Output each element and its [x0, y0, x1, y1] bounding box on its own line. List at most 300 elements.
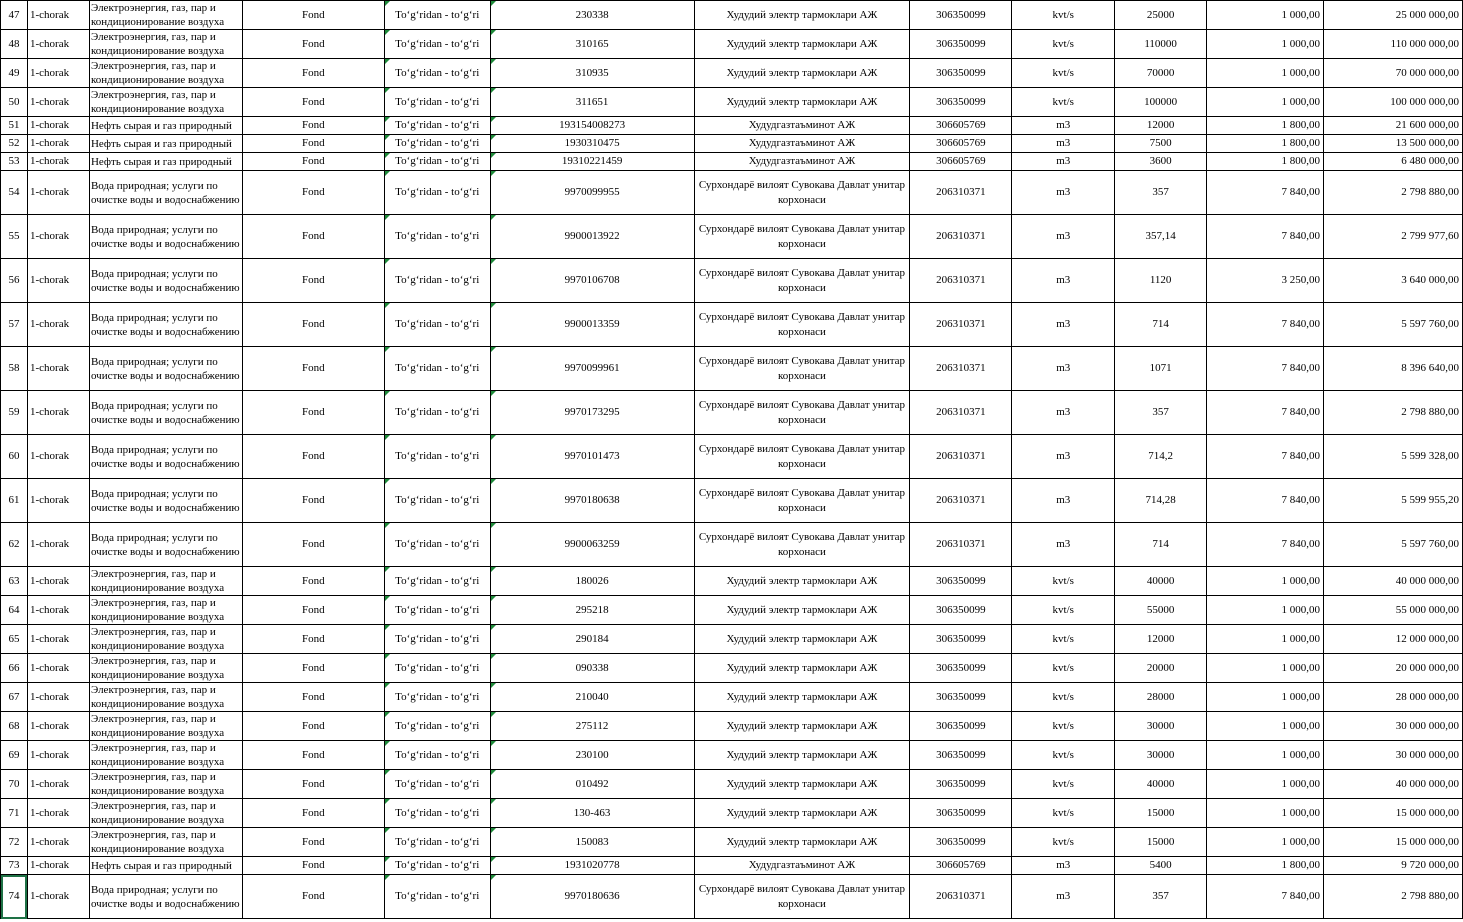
quarter-cell[interactable]: 1-chorak — [27, 828, 89, 857]
total-sum-cell[interactable]: 5 597 760,00 — [1324, 523, 1463, 567]
procurement-method-cell[interactable]: To‘g‘ridan - to‘g‘ri — [384, 347, 490, 391]
funding-source-cell[interactable]: Fond — [242, 625, 384, 654]
quarter-cell[interactable]: 1-chorak — [27, 857, 89, 875]
unit-price-cell[interactable]: 1 000,00 — [1207, 567, 1324, 596]
unit-price-cell[interactable]: 1 000,00 — [1207, 799, 1324, 828]
funding-source-cell[interactable]: Fond — [242, 857, 384, 875]
funding-source-cell[interactable]: Fond — [242, 683, 384, 712]
row-number-cell[interactable]: 59 — [1, 391, 28, 435]
supplier-inn-cell[interactable]: 306605769 — [910, 135, 1012, 153]
supplier-cell[interactable]: Худудий электр тармоклари АЖ — [694, 741, 910, 770]
product-name-cell[interactable]: Электроэнергия, газ, пар и кондиционирование воздуха — [89, 828, 242, 857]
funding-source-cell[interactable]: Fond — [242, 215, 384, 259]
procurement-method-cell[interactable]: To‘g‘ridan - to‘g‘ri — [384, 391, 490, 435]
contract-number-cell[interactable]: 180026 — [490, 567, 694, 596]
total-sum-cell[interactable]: 6 480 000,00 — [1324, 153, 1463, 171]
supplier-inn-cell[interactable]: 206310371 — [910, 347, 1012, 391]
contract-number-cell[interactable]: 311651 — [490, 88, 694, 117]
supplier-cell[interactable]: Худудий электр тармоклари АЖ — [694, 654, 910, 683]
quantity-cell[interactable]: 25000 — [1115, 1, 1207, 30]
total-sum-cell[interactable]: 9 720 000,00 — [1324, 857, 1463, 875]
contract-number-cell[interactable]: 9970101473 — [490, 435, 694, 479]
contract-number-cell[interactable]: 9970099955 — [490, 171, 694, 215]
funding-source-cell[interactable]: Fond — [242, 712, 384, 741]
total-sum-cell[interactable]: 30 000 000,00 — [1324, 712, 1463, 741]
quarter-cell[interactable]: 1-chorak — [27, 59, 89, 88]
quarter-cell[interactable]: 1-chorak — [27, 523, 89, 567]
row-number-cell[interactable]: 63 — [1, 567, 28, 596]
total-sum-cell[interactable]: 100 000 000,00 — [1324, 88, 1463, 117]
product-name-cell[interactable]: Вода природная; услуги по очистке воды и водоснабжению — [89, 215, 242, 259]
product-name-cell[interactable]: Электроэнергия, газ, пар и кондиционирование воздуха — [89, 567, 242, 596]
contract-number-cell[interactable]: 230100 — [490, 741, 694, 770]
procurement-method-cell[interactable]: To‘g‘ridan - to‘g‘ri — [384, 171, 490, 215]
supplier-inn-cell[interactable]: 206310371 — [910, 171, 1012, 215]
procurement-method-cell[interactable]: To‘g‘ridan - to‘g‘ri — [384, 799, 490, 828]
procurement-method-cell[interactable]: To‘g‘ridan - to‘g‘ri — [384, 30, 490, 59]
contract-number-cell[interactable]: 9900063259 — [490, 523, 694, 567]
supplier-cell[interactable]: Худудий электр тармоклари АЖ — [694, 799, 910, 828]
contract-number-cell[interactable]: 19310221459 — [490, 153, 694, 171]
row-number-cell[interactable]: 60 — [1, 435, 28, 479]
quantity-cell[interactable]: 3600 — [1115, 153, 1207, 171]
unit-cell[interactable]: kvt/s — [1012, 799, 1115, 828]
product-name-cell[interactable]: Нефть сырая и газ природный — [89, 153, 242, 171]
row-number-cell[interactable]: 57 — [1, 303, 28, 347]
unit-price-cell[interactable]: 1 000,00 — [1207, 1, 1324, 30]
row-number-cell[interactable]: 69 — [1, 741, 28, 770]
funding-source-cell[interactable]: Fond — [242, 259, 384, 303]
product-name-cell[interactable]: Электроэнергия, газ, пар и кондиционирование воздуха — [89, 712, 242, 741]
unit-cell[interactable]: kvt/s — [1012, 828, 1115, 857]
quantity-cell[interactable]: 714 — [1115, 303, 1207, 347]
quantity-cell[interactable]: 1120 — [1115, 259, 1207, 303]
quarter-cell[interactable]: 1-chorak — [27, 1, 89, 30]
supplier-inn-cell[interactable]: 306350099 — [910, 683, 1012, 712]
total-sum-cell[interactable]: 2 799 977,60 — [1324, 215, 1463, 259]
total-sum-cell[interactable]: 20 000 000,00 — [1324, 654, 1463, 683]
unit-cell[interactable]: m3 — [1012, 479, 1115, 523]
row-number-cell[interactable]: 51 — [1, 117, 28, 135]
unit-cell[interactable]: m3 — [1012, 303, 1115, 347]
supplier-inn-cell[interactable]: 306350099 — [910, 30, 1012, 59]
product-name-cell[interactable]: Вода природная; услуги по очистке воды и водоснабжению — [89, 303, 242, 347]
supplier-inn-cell[interactable]: 306350099 — [910, 596, 1012, 625]
supplier-cell[interactable]: Сурхондарё вилоят Сувокава Давлат унитар корхонаси — [694, 215, 910, 259]
unit-cell[interactable]: m3 — [1012, 435, 1115, 479]
quantity-cell[interactable]: 1071 — [1115, 347, 1207, 391]
row-number-cell[interactable]: 68 — [1, 712, 28, 741]
unit-cell[interactable]: kvt/s — [1012, 567, 1115, 596]
supplier-inn-cell[interactable]: 306350099 — [910, 712, 1012, 741]
product-name-cell[interactable]: Электроэнергия, газ, пар и кондиционирование воздуха — [89, 625, 242, 654]
product-name-cell[interactable]: Электроэнергия, газ, пар и кондиционирование воздуха — [89, 770, 242, 799]
quarter-cell[interactable]: 1-chorak — [27, 259, 89, 303]
procurement-method-cell[interactable]: To‘g‘ridan - to‘g‘ri — [384, 215, 490, 259]
product-name-cell[interactable]: Вода природная; услуги по очистке воды и водоснабжению — [89, 259, 242, 303]
quantity-cell[interactable]: 40000 — [1115, 567, 1207, 596]
supplier-cell[interactable]: Сурхондарё вилоят Сувокава Давлат унитар корхонаси — [694, 347, 910, 391]
funding-source-cell[interactable]: Fond — [242, 1, 384, 30]
contract-number-cell[interactable]: 9970180638 — [490, 479, 694, 523]
unit-price-cell[interactable]: 1 000,00 — [1207, 30, 1324, 59]
unit-cell[interactable]: m3 — [1012, 215, 1115, 259]
product-name-cell[interactable]: Вода природная; услуги по очистке воды и водоснабжению — [89, 875, 242, 919]
row-number-cell[interactable]: 53 — [1, 153, 28, 171]
supplier-cell[interactable]: Сурхондарё вилоят Сувокава Давлат унитар корхонаси — [694, 171, 910, 215]
quarter-cell[interactable]: 1-chorak — [27, 479, 89, 523]
row-number-cell[interactable]: 52 — [1, 135, 28, 153]
contract-number-cell[interactable]: 9970180636 — [490, 875, 694, 919]
supplier-inn-cell[interactable]: 206310371 — [910, 391, 1012, 435]
supplier-cell[interactable]: Худудий электр тармоклари АЖ — [694, 712, 910, 741]
supplier-inn-cell[interactable]: 306605769 — [910, 117, 1012, 135]
procurement-method-cell[interactable]: To‘g‘ridan - to‘g‘ri — [384, 567, 490, 596]
quarter-cell[interactable]: 1-chorak — [27, 875, 89, 919]
total-sum-cell[interactable]: 15 000 000,00 — [1324, 799, 1463, 828]
row-number-cell[interactable]: 67 — [1, 683, 28, 712]
total-sum-cell[interactable]: 30 000 000,00 — [1324, 741, 1463, 770]
unit-price-cell[interactable]: 1 000,00 — [1207, 625, 1324, 654]
quantity-cell[interactable]: 70000 — [1115, 59, 1207, 88]
contract-number-cell[interactable]: 090338 — [490, 654, 694, 683]
quantity-cell[interactable]: 15000 — [1115, 828, 1207, 857]
supplier-cell[interactable]: Худудгазтаъминот АЖ — [694, 857, 910, 875]
product-name-cell[interactable]: Электроэнергия, газ, пар и кондиционирование воздуха — [89, 654, 242, 683]
quantity-cell[interactable]: 40000 — [1115, 770, 1207, 799]
supplier-inn-cell[interactable]: 206310371 — [910, 215, 1012, 259]
contract-number-cell[interactable]: 275112 — [490, 712, 694, 741]
total-sum-cell[interactable]: 3 640 000,00 — [1324, 259, 1463, 303]
unit-cell[interactable]: m3 — [1012, 875, 1115, 919]
quarter-cell[interactable]: 1-chorak — [27, 567, 89, 596]
supplier-inn-cell[interactable]: 306350099 — [910, 625, 1012, 654]
row-number-cell[interactable]: 71 — [1, 799, 28, 828]
total-sum-cell[interactable]: 25 000 000,00 — [1324, 1, 1463, 30]
total-sum-cell[interactable]: 2 798 880,00 — [1324, 391, 1463, 435]
row-number-cell[interactable]: 61 — [1, 479, 28, 523]
procurement-method-cell[interactable]: To‘g‘ridan - to‘g‘ri — [384, 153, 490, 171]
supplier-cell[interactable]: Худудий электр тармоклари АЖ — [694, 1, 910, 30]
supplier-cell[interactable]: Худудий электр тармоклари АЖ — [694, 770, 910, 799]
unit-cell[interactable]: m3 — [1012, 135, 1115, 153]
supplier-cell[interactable]: Сурхондарё вилоят Сувокава Давлат унитар корхонаси — [694, 875, 910, 919]
funding-source-cell[interactable]: Fond — [242, 799, 384, 828]
unit-cell[interactable]: m3 — [1012, 117, 1115, 135]
total-sum-cell[interactable]: 5 599 955,20 — [1324, 479, 1463, 523]
total-sum-cell[interactable]: 5 599 328,00 — [1324, 435, 1463, 479]
supplier-cell[interactable]: Худудий электр тармоклари АЖ — [694, 596, 910, 625]
procurement-method-cell[interactable]: To‘g‘ridan - to‘g‘ri — [384, 596, 490, 625]
total-sum-cell[interactable]: 15 000 000,00 — [1324, 828, 1463, 857]
quantity-cell[interactable]: 7500 — [1115, 135, 1207, 153]
contract-number-cell[interactable]: 310165 — [490, 30, 694, 59]
total-sum-cell[interactable]: 55 000 000,00 — [1324, 596, 1463, 625]
row-number-cell[interactable]: 48 — [1, 30, 28, 59]
unit-cell[interactable]: kvt/s — [1012, 625, 1115, 654]
contract-number-cell[interactable]: 1931020778 — [490, 857, 694, 875]
supplier-cell[interactable]: Худудгазтаъминот АЖ — [694, 117, 910, 135]
quarter-cell[interactable]: 1-chorak — [27, 215, 89, 259]
row-number-cell[interactable]: 65 — [1, 625, 28, 654]
unit-price-cell[interactable]: 7 840,00 — [1207, 875, 1324, 919]
procurement-method-cell[interactable]: To‘g‘ridan - to‘g‘ri — [384, 857, 490, 875]
quarter-cell[interactable]: 1-chorak — [27, 303, 89, 347]
procurement-method-cell[interactable]: To‘g‘ridan - to‘g‘ri — [384, 875, 490, 919]
supplier-inn-cell[interactable]: 206310371 — [910, 875, 1012, 919]
quarter-cell[interactable]: 1-chorak — [27, 135, 89, 153]
unit-price-cell[interactable]: 7 840,00 — [1207, 523, 1324, 567]
procurement-method-cell[interactable]: To‘g‘ridan - to‘g‘ri — [384, 712, 490, 741]
funding-source-cell[interactable]: Fond — [242, 828, 384, 857]
contract-number-cell[interactable]: 9970106708 — [490, 259, 694, 303]
unit-price-cell[interactable]: 7 840,00 — [1207, 479, 1324, 523]
row-number-cell[interactable]: 55 — [1, 215, 28, 259]
total-sum-cell[interactable]: 12 000 000,00 — [1324, 625, 1463, 654]
total-sum-cell[interactable]: 2 798 880,00 — [1324, 875, 1463, 919]
contract-number-cell[interactable]: 210040 — [490, 683, 694, 712]
procurement-method-cell[interactable]: To‘g‘ridan - to‘g‘ri — [384, 435, 490, 479]
contract-number-cell[interactable]: 9900013922 — [490, 215, 694, 259]
total-sum-cell[interactable]: 8 396 640,00 — [1324, 347, 1463, 391]
unit-cell[interactable]: m3 — [1012, 523, 1115, 567]
quarter-cell[interactable]: 1-chorak — [27, 391, 89, 435]
contract-number-cell[interactable]: 290184 — [490, 625, 694, 654]
procurement-method-cell[interactable]: To‘g‘ridan - to‘g‘ri — [384, 1, 490, 30]
funding-source-cell[interactable]: Fond — [242, 59, 384, 88]
product-name-cell[interactable]: Вода природная; услуги по очистке воды и водоснабжению — [89, 347, 242, 391]
funding-source-cell[interactable]: Fond — [242, 523, 384, 567]
supplier-inn-cell[interactable]: 206310371 — [910, 259, 1012, 303]
supplier-inn-cell[interactable]: 306350099 — [910, 1, 1012, 30]
contract-number-cell[interactable]: 010492 — [490, 770, 694, 799]
total-sum-cell[interactable]: 40 000 000,00 — [1324, 567, 1463, 596]
supplier-cell[interactable]: Сурхондарё вилоят Сувокава Давлат унитар корхонаси — [694, 523, 910, 567]
funding-source-cell[interactable]: Fond — [242, 30, 384, 59]
unit-cell[interactable]: m3 — [1012, 391, 1115, 435]
product-name-cell[interactable]: Нефть сырая и газ природный — [89, 857, 242, 875]
supplier-inn-cell[interactable]: 306350099 — [910, 741, 1012, 770]
unit-price-cell[interactable]: 1 000,00 — [1207, 741, 1324, 770]
product-name-cell[interactable]: Электроэнергия, газ, пар и кондиционирование воздуха — [89, 596, 242, 625]
quantity-cell[interactable]: 12000 — [1115, 117, 1207, 135]
supplier-cell[interactable]: Сурхондарё вилоят Сувокава Давлат унитар корхонаси — [694, 435, 910, 479]
unit-cell[interactable]: m3 — [1012, 347, 1115, 391]
quantity-cell[interactable]: 28000 — [1115, 683, 1207, 712]
unit-price-cell[interactable]: 1 800,00 — [1207, 857, 1324, 875]
supplier-inn-cell[interactable]: 306350099 — [910, 567, 1012, 596]
quantity-cell[interactable]: 357 — [1115, 391, 1207, 435]
funding-source-cell[interactable]: Fond — [242, 303, 384, 347]
procurement-method-cell[interactable]: To‘g‘ridan - to‘g‘ri — [384, 135, 490, 153]
funding-source-cell[interactable]: Fond — [242, 171, 384, 215]
quarter-cell[interactable]: 1-chorak — [27, 117, 89, 135]
supplier-inn-cell[interactable]: 306605769 — [910, 153, 1012, 171]
row-number-cell[interactable]: 49 — [1, 59, 28, 88]
procurement-method-cell[interactable]: To‘g‘ridan - to‘g‘ri — [384, 117, 490, 135]
unit-cell[interactable]: kvt/s — [1012, 741, 1115, 770]
product-name-cell[interactable]: Нефть сырая и газ природный — [89, 117, 242, 135]
contract-number-cell[interactable]: 150083 — [490, 828, 694, 857]
unit-price-cell[interactable]: 7 840,00 — [1207, 303, 1324, 347]
total-sum-cell[interactable]: 110 000 000,00 — [1324, 30, 1463, 59]
unit-price-cell[interactable]: 1 800,00 — [1207, 135, 1324, 153]
quantity-cell[interactable]: 15000 — [1115, 799, 1207, 828]
unit-cell[interactable]: m3 — [1012, 171, 1115, 215]
quantity-cell[interactable]: 357 — [1115, 171, 1207, 215]
funding-source-cell[interactable]: Fond — [242, 770, 384, 799]
quarter-cell[interactable]: 1-chorak — [27, 88, 89, 117]
quarter-cell[interactable]: 1-chorak — [27, 30, 89, 59]
unit-cell[interactable]: kvt/s — [1012, 596, 1115, 625]
supplier-cell[interactable]: Сурхондарё вилоят Сувокава Давлат унитар корхонаси — [694, 391, 910, 435]
supplier-cell[interactable]: Худудий электр тармоклари АЖ — [694, 683, 910, 712]
funding-source-cell[interactable]: Fond — [242, 153, 384, 171]
contract-number-cell[interactable]: 9970099961 — [490, 347, 694, 391]
procurement-method-cell[interactable]: To‘g‘ridan - to‘g‘ri — [384, 88, 490, 117]
product-name-cell[interactable]: Электроэнергия, газ, пар и кондиционирование воздуха — [89, 741, 242, 770]
supplier-inn-cell[interactable]: 306350099 — [910, 654, 1012, 683]
unit-price-cell[interactable]: 7 840,00 — [1207, 347, 1324, 391]
supplier-inn-cell[interactable]: 306350099 — [910, 799, 1012, 828]
quantity-cell[interactable]: 55000 — [1115, 596, 1207, 625]
supplier-cell[interactable]: Худудий электр тармоклари АЖ — [694, 567, 910, 596]
product-name-cell[interactable]: Вода природная; услуги по очистке воды и водоснабжению — [89, 523, 242, 567]
row-number-cell[interactable]: 54 — [1, 171, 28, 215]
row-number-cell[interactable]: 50 — [1, 88, 28, 117]
unit-cell[interactable]: m3 — [1012, 857, 1115, 875]
procurement-method-cell[interactable]: To‘g‘ridan - to‘g‘ri — [384, 770, 490, 799]
row-number-cell[interactable]: 66 — [1, 654, 28, 683]
unit-cell[interactable]: kvt/s — [1012, 88, 1115, 117]
unit-cell[interactable]: kvt/s — [1012, 1, 1115, 30]
unit-cell[interactable]: kvt/s — [1012, 770, 1115, 799]
funding-source-cell[interactable]: Fond — [242, 135, 384, 153]
unit-price-cell[interactable]: 1 000,00 — [1207, 88, 1324, 117]
contract-number-cell[interactable]: 130-463 — [490, 799, 694, 828]
unit-price-cell[interactable]: 1 800,00 — [1207, 117, 1324, 135]
unit-price-cell[interactable]: 3 250,00 — [1207, 259, 1324, 303]
procurement-method-cell[interactable]: To‘g‘ridan - to‘g‘ri — [384, 654, 490, 683]
supplier-cell[interactable]: Худудий электр тармоклари АЖ — [694, 30, 910, 59]
quantity-cell[interactable]: 30000 — [1115, 741, 1207, 770]
quarter-cell[interactable]: 1-chorak — [27, 654, 89, 683]
quarter-cell[interactable]: 1-chorak — [27, 153, 89, 171]
row-number-cell[interactable]: 70 — [1, 770, 28, 799]
quantity-cell[interactable]: 357,14 — [1115, 215, 1207, 259]
supplier-cell[interactable]: Сурхондарё вилоят Сувокава Давлат унитар корхонаси — [694, 303, 910, 347]
quantity-cell[interactable]: 714,28 — [1115, 479, 1207, 523]
supplier-cell[interactable]: Худудгазтаъминот АЖ — [694, 135, 910, 153]
contract-number-cell[interactable]: 230338 — [490, 1, 694, 30]
unit-cell[interactable]: kvt/s — [1012, 59, 1115, 88]
product-name-cell[interactable]: Электроэнергия, газ, пар и кондиционирование воздуха — [89, 1, 242, 30]
unit-price-cell[interactable]: 7 840,00 — [1207, 391, 1324, 435]
unit-price-cell[interactable]: 1 000,00 — [1207, 712, 1324, 741]
procurement-method-cell[interactable]: To‘g‘ridan - to‘g‘ri — [384, 741, 490, 770]
total-sum-cell[interactable]: 2 798 880,00 — [1324, 171, 1463, 215]
procurement-method-cell[interactable]: To‘g‘ridan - to‘g‘ri — [384, 625, 490, 654]
quarter-cell[interactable]: 1-chorak — [27, 171, 89, 215]
total-sum-cell[interactable]: 70 000 000,00 — [1324, 59, 1463, 88]
quarter-cell[interactable]: 1-chorak — [27, 596, 89, 625]
product-name-cell[interactable]: Вода природная; услуги по очистке воды и водоснабжению — [89, 171, 242, 215]
unit-price-cell[interactable]: 1 000,00 — [1207, 828, 1324, 857]
unit-price-cell[interactable]: 1 800,00 — [1207, 153, 1324, 171]
row-number-cell[interactable]: 64 — [1, 596, 28, 625]
supplier-inn-cell[interactable]: 306350099 — [910, 770, 1012, 799]
procurement-method-cell[interactable]: To‘g‘ridan - to‘g‘ri — [384, 828, 490, 857]
quarter-cell[interactable]: 1-chorak — [27, 770, 89, 799]
product-name-cell[interactable]: Вода природная; услуги по очистке воды и водоснабжению — [89, 479, 242, 523]
funding-source-cell[interactable]: Fond — [242, 567, 384, 596]
product-name-cell[interactable]: Нефть сырая и газ природный — [89, 135, 242, 153]
unit-price-cell[interactable]: 1 000,00 — [1207, 654, 1324, 683]
total-sum-cell[interactable]: 40 000 000,00 — [1324, 770, 1463, 799]
contract-number-cell[interactable]: 193154008273 — [490, 117, 694, 135]
product-name-cell[interactable]: Электроэнергия, газ, пар и кондиционирование воздуха — [89, 59, 242, 88]
funding-source-cell[interactable]: Fond — [242, 479, 384, 523]
supplier-cell[interactable]: Худудий электр тармоклари АЖ — [694, 625, 910, 654]
row-number-cell[interactable]: 73 — [1, 857, 28, 875]
supplier-cell[interactable]: Сурхондарё вилоят Сувокава Давлат унитар корхонаси — [694, 479, 910, 523]
total-sum-cell[interactable]: 5 597 760,00 — [1324, 303, 1463, 347]
unit-price-cell[interactable]: 7 840,00 — [1207, 171, 1324, 215]
quantity-cell[interactable]: 100000 — [1115, 88, 1207, 117]
funding-source-cell[interactable]: Fond — [242, 88, 384, 117]
funding-source-cell[interactable]: Fond — [242, 654, 384, 683]
total-sum-cell[interactable]: 21 600 000,00 — [1324, 117, 1463, 135]
row-number-cell[interactable]: 47 — [1, 1, 28, 30]
row-number-cell[interactable]: 58 — [1, 347, 28, 391]
quantity-cell[interactable]: 714 — [1115, 523, 1207, 567]
supplier-cell[interactable]: Сурхондарё вилоят Сувокава Давлат унитар корхонаси — [694, 259, 910, 303]
procurement-method-cell[interactable]: To‘g‘ridan - to‘g‘ri — [384, 259, 490, 303]
unit-cell[interactable]: m3 — [1012, 259, 1115, 303]
supplier-inn-cell[interactable]: 306350099 — [910, 88, 1012, 117]
total-sum-cell[interactable]: 13 500 000,00 — [1324, 135, 1463, 153]
unit-price-cell[interactable]: 1 000,00 — [1207, 683, 1324, 712]
quantity-cell[interactable]: 30000 — [1115, 712, 1207, 741]
quantity-cell[interactable]: 357 — [1115, 875, 1207, 919]
supplier-inn-cell[interactable]: 206310371 — [910, 435, 1012, 479]
unit-price-cell[interactable]: 7 840,00 — [1207, 435, 1324, 479]
quantity-cell[interactable]: 110000 — [1115, 30, 1207, 59]
unit-price-cell[interactable]: 7 840,00 — [1207, 215, 1324, 259]
unit-price-cell[interactable]: 1 000,00 — [1207, 770, 1324, 799]
supplier-cell[interactable]: Худудий электр тармоклари АЖ — [694, 88, 910, 117]
unit-cell[interactable]: kvt/s — [1012, 683, 1115, 712]
supplier-inn-cell[interactable]: 306605769 — [910, 857, 1012, 875]
procurement-method-cell[interactable]: To‘g‘ridan - to‘g‘ri — [384, 683, 490, 712]
unit-cell[interactable]: kvt/s — [1012, 30, 1115, 59]
supplier-inn-cell[interactable]: 206310371 — [910, 479, 1012, 523]
quantity-cell[interactable]: 20000 — [1115, 654, 1207, 683]
row-number-cell[interactable]: 56 — [1, 259, 28, 303]
contract-number-cell[interactable]: 310935 — [490, 59, 694, 88]
unit-cell[interactable]: kvt/s — [1012, 712, 1115, 741]
row-number-cell[interactable]: 62 — [1, 523, 28, 567]
product-name-cell[interactable]: Электроэнергия, газ, пар и кондиционирование воздуха — [89, 799, 242, 828]
product-name-cell[interactable]: Электроэнергия, газ, пар и кондиционирование воздуха — [89, 683, 242, 712]
row-number-cell[interactable]: 72 — [1, 828, 28, 857]
funding-source-cell[interactable]: Fond — [242, 117, 384, 135]
quarter-cell[interactable]: 1-chorak — [27, 712, 89, 741]
quarter-cell[interactable]: 1-chorak — [27, 625, 89, 654]
funding-source-cell[interactable]: Fond — [242, 435, 384, 479]
quarter-cell[interactable]: 1-chorak — [27, 799, 89, 828]
supplier-inn-cell[interactable]: 306350099 — [910, 59, 1012, 88]
